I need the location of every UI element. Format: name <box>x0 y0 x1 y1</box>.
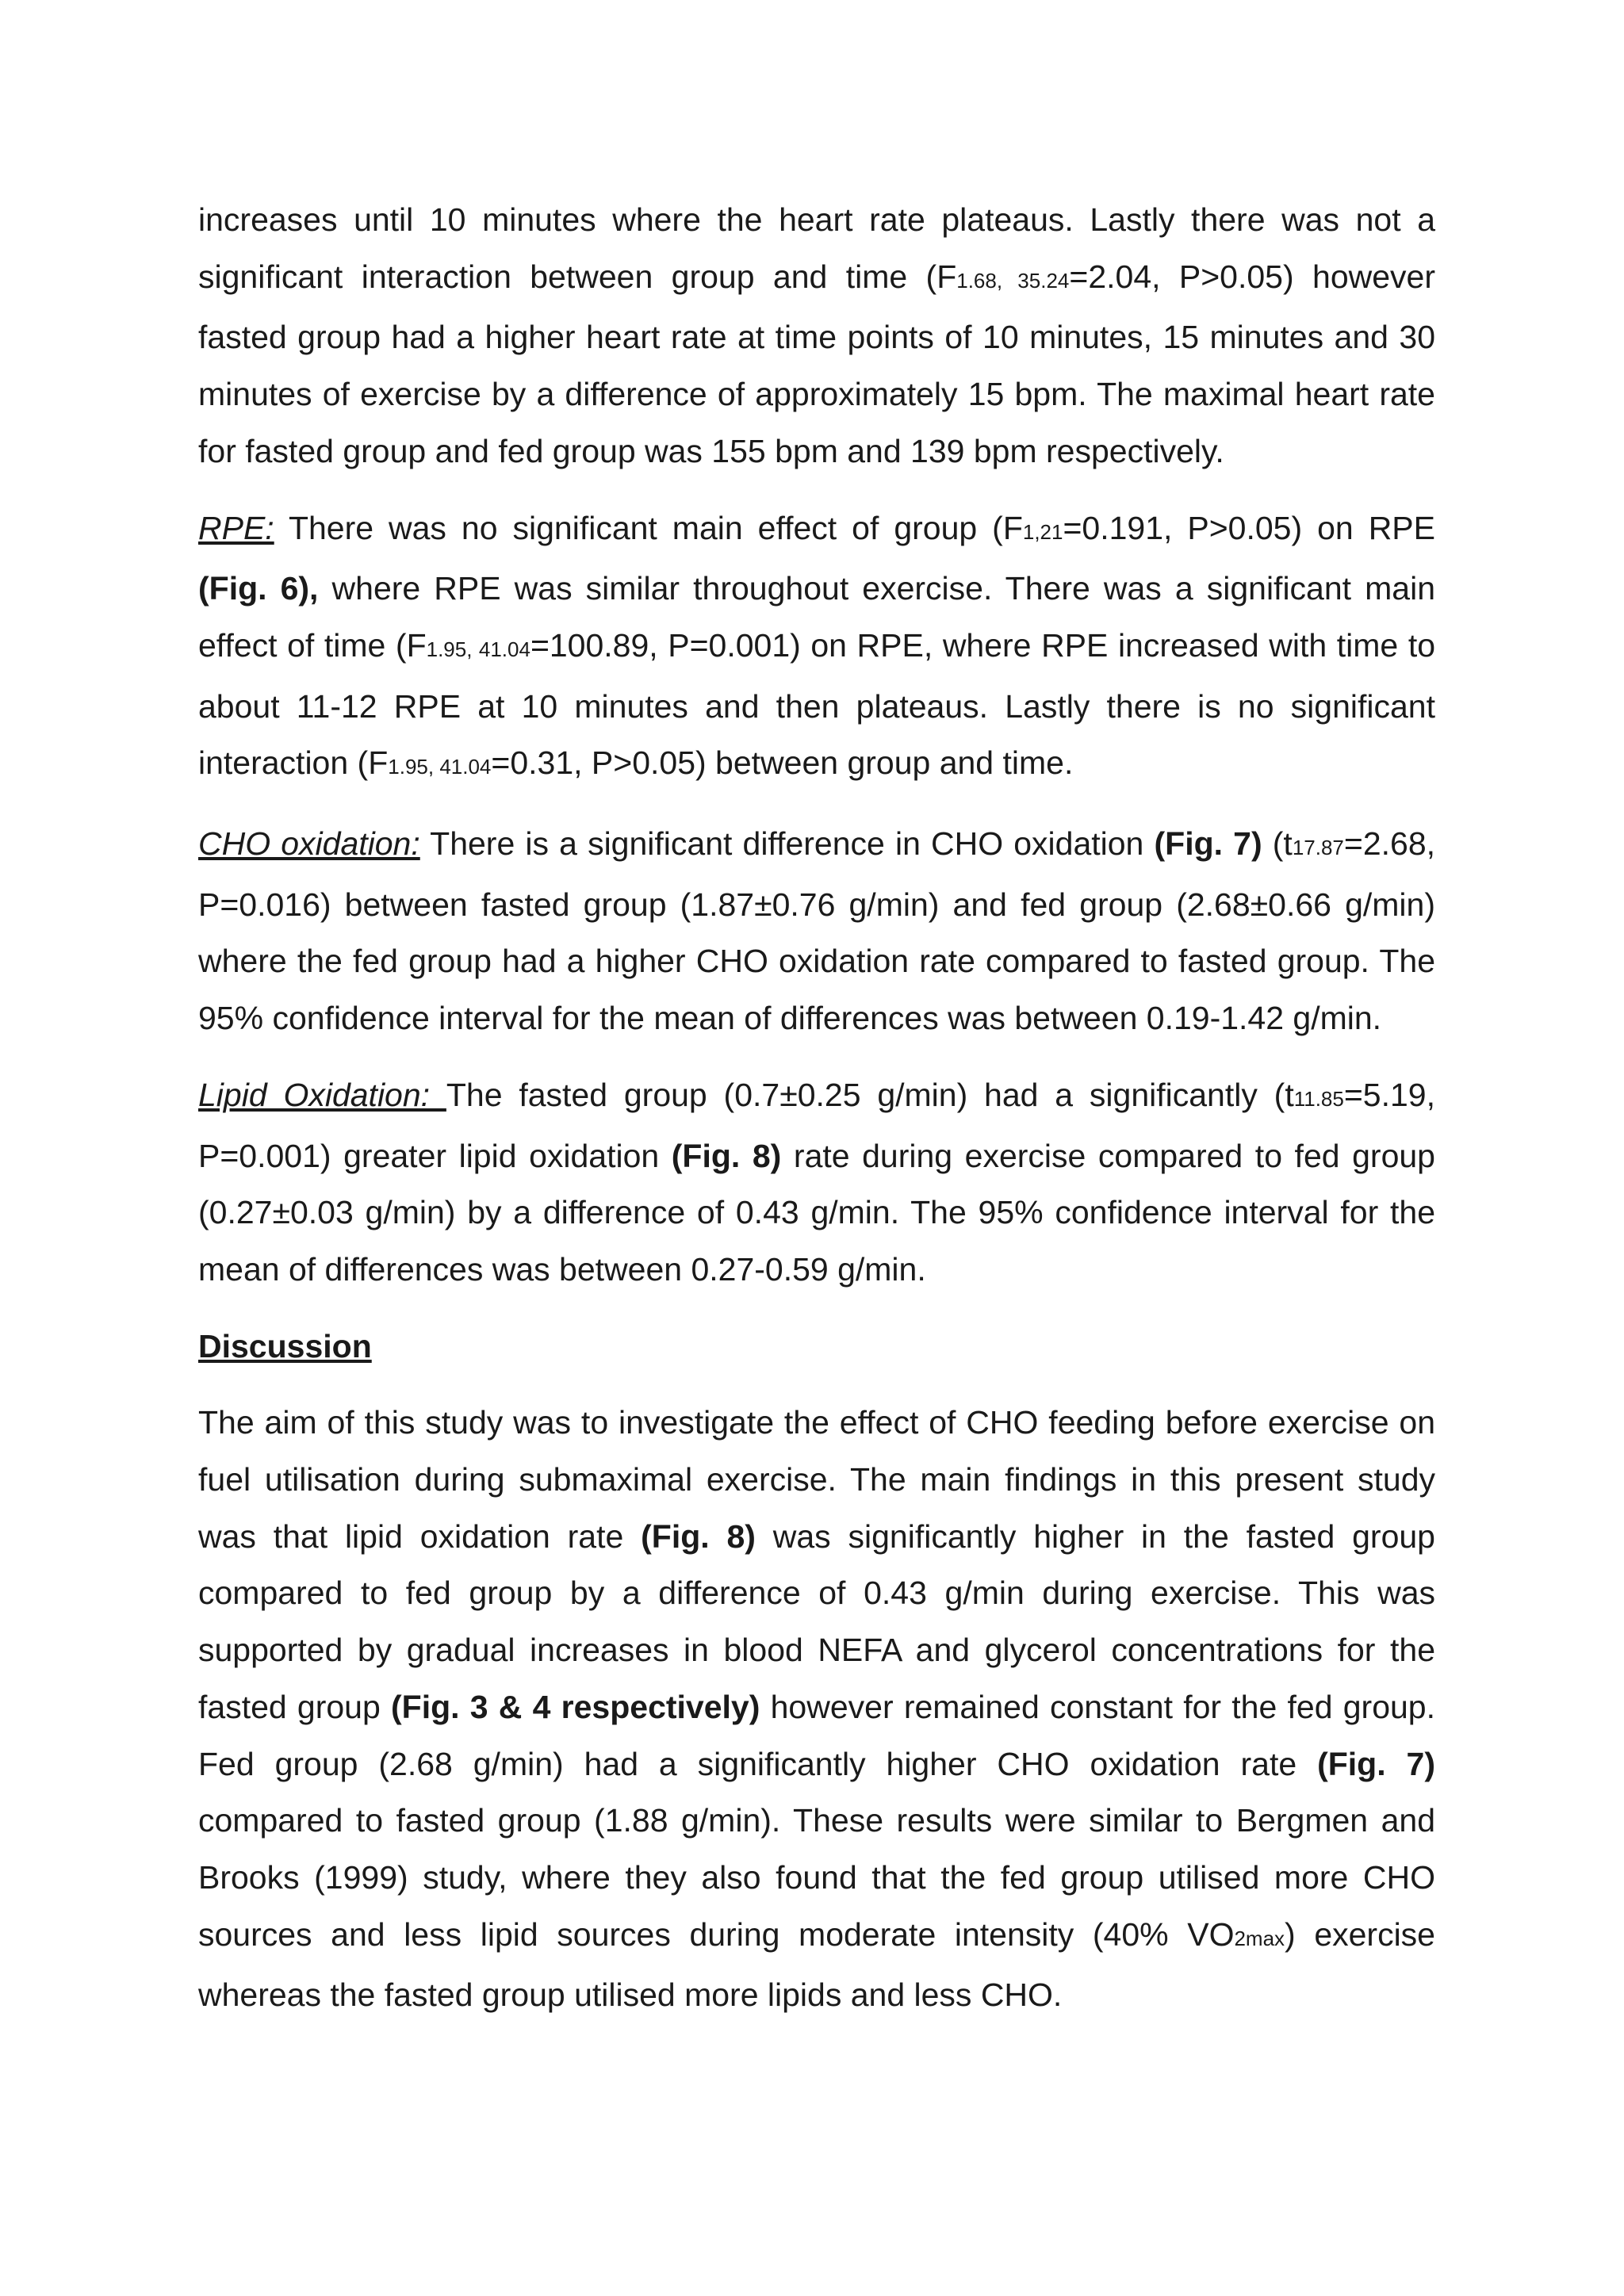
figure-ref: (Fig. 3 & 4 respectively) <box>391 1688 760 1725</box>
section-label-rpe: RPE: <box>198 509 274 546</box>
text: ) exercise whereas the fasted group utilised more lipids and less CHO. <box>198 1915 1435 2014</box>
text: where RPE was similar throughout exercise. There was a significant main effect of time (F <box>198 570 1435 664</box>
text: =0.31, P>0.05) between group and time. <box>491 744 1074 782</box>
subscript: 1.95, 41.04 <box>426 637 530 661</box>
paragraph-rpe <box>198 500 1435 797</box>
text: The aim of this study was to investigate the effect of CHO feeding before exercise on fuel utilisation during submaximal exercise. The main findings in this present study was that lipid oxidation rate <box>198 1404 1435 1555</box>
text: =100.89, P=0.001) on RPE, where RPE increased with time to about 11-12 RPE at 10 minutes and then plateaus. Lastly there is no significant interaction (F <box>198 626 1436 782</box>
subscript: 1.95, 41.04 <box>388 755 492 779</box>
section-label-lipid: Lipid Oxidation: <box>198 1076 446 1113</box>
subscript: 17.87 <box>1292 836 1344 860</box>
figure-ref: (Fig. 7) <box>1154 825 1262 863</box>
figure-ref: (Fig. 7) <box>1317 1745 1435 1782</box>
text: rate during exercise compared to fed group (0.27±0.03 g/min) by a difference of 0.43 g/min. The 95% confidence interval for the mean of differences was between 0.27-0.59 g/min. <box>198 1137 1435 1288</box>
text: The fasted group (0.7±0.25 g/min) had a significantly (t <box>446 1076 1294 1113</box>
subscript: 2max <box>1234 1926 1285 1950</box>
figure-ref: (Fig. 8) <box>671 1137 782 1174</box>
paragraph-heart-rate <box>198 192 1435 480</box>
text: was significantly higher in the fasted group compared to fed group by a difference of 0.43 g/min during exercise. This was supported by gradual increases in blood NEFA and glycerol concentrations for the fasted group <box>198 1517 1435 1725</box>
text: =2.68, P=0.016) between fasted group (1.87±0.76 g/min) and fed group (2.68±0.66 g/min) where the fed group had a higher CHO oxidation rate compared to fasted group. The 95% confidence interval for the mean of differences was between 0.19-1.42 g/min. <box>198 825 1436 1037</box>
paragraph-lipid-oxidation <box>198 1067 1435 1299</box>
subscript: 1.68, 35.24 <box>956 268 1070 293</box>
figure-ref: (Fig. 6), <box>198 570 319 607</box>
paragraph-cho-oxidation <box>198 816 1435 1047</box>
section-label-cho: CHO oxidation: <box>198 825 420 863</box>
text: increases until 10 minutes where the heart rate plateaus. Lastly there was not a significant interaction between group and time (F <box>198 201 1435 295</box>
text: however remained constant for the fed group. Fed group (2.68 g/min) had a significantly higher CHO oxidation rate <box>198 1688 1435 1782</box>
section-heading-discussion: Discussion <box>198 1327 372 1364</box>
text: There is a significant difference in CHO oxidation <box>419 825 1155 863</box>
text: =0.191, P>0.05) on RPE <box>1063 509 1436 546</box>
text: =2.04, P>0.05) however fasted group had a higher heart rate at time points of 10 minutes, 15 minutes and 30 minutes of exercise by a difference of approximately 15 bpm. The maximal heart rate for fasted group and fed group was 155 bpm and 139 bpm respectively. <box>198 258 1435 469</box>
figure-ref: (Fig. 8) <box>641 1517 756 1555</box>
text: =5.19, P=0.001) greater lipid oxidation <box>198 1076 1435 1174</box>
text: (t <box>1262 825 1293 863</box>
subscript: 1,21 <box>1022 519 1063 544</box>
text: compared to fasted group (1.88 g/min). These results were similar to Bergmen and Brooks (1999) study, where they also found that the fed group utilised more CHO sources and less lipid sources during moderate intensity (40% VO <box>198 1802 1435 1953</box>
text: There was no significant main effect of group (F <box>274 509 1023 546</box>
subscript: 11.85 <box>1293 1086 1344 1111</box>
paragraph-discussion <box>198 1395 1435 2024</box>
document-page <box>198 192 1435 2044</box>
